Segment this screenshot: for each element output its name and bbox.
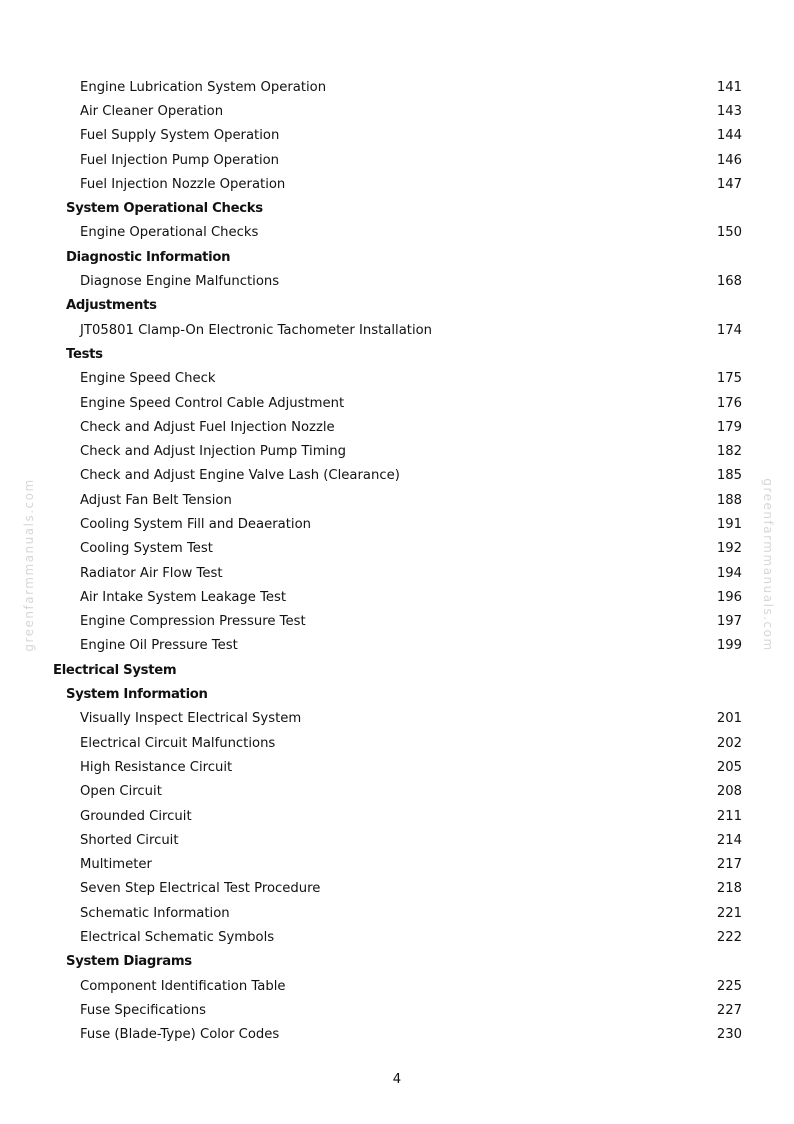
toc-entry-title: Fuel Injection Nozzle Operation: [80, 176, 286, 192]
toc-entry-page-number: 182: [716, 444, 742, 460]
toc-entry-title: Fuse (Blade-Type) Color Codes: [80, 1027, 280, 1043]
toc-entry-title: Grounded Circuit: [80, 808, 192, 824]
toc-entry-page-number: 218: [716, 881, 742, 897]
toc-entry-title: Fuel Supply System Operation: [80, 128, 280, 144]
toc-entry-page-number: 225: [716, 978, 742, 994]
toc-entry-title: Diagnose Engine Malfunctions: [80, 274, 280, 290]
toc-entry-page-number: 227: [716, 1002, 742, 1018]
toc-entry-page-number: 205: [716, 759, 742, 775]
toc-entry-title: Visually Inspect Electrical System: [80, 711, 302, 727]
toc-subsection-heading: [0, 950, 794, 974]
toc-entry-title: Engine Speed Check: [80, 371, 216, 387]
toc-entry[interactable]: [0, 415, 794, 439]
toc-entry-title: Engine Compression Pressure Test: [80, 614, 306, 630]
toc-entry[interactable]: [0, 804, 794, 828]
toc-entry-page-number: 179: [716, 419, 742, 435]
toc-entry[interactable]: [0, 853, 794, 877]
toc-entry-title: Engine Operational Checks: [80, 225, 259, 241]
toc-entry[interactable]: [0, 221, 794, 245]
toc-subsection-heading: [0, 294, 794, 318]
toc-entry-page-number: 192: [716, 541, 742, 557]
toc-entry-title: Engine Lubrication System Operation: [80, 79, 327, 95]
toc-subsection-heading: [0, 682, 794, 706]
watermark-right: greenfarmmanuals.com: [761, 478, 775, 652]
toc-entry-page-number: 211: [716, 808, 742, 824]
toc-entry[interactable]: [0, 998, 794, 1022]
toc-entry[interactable]: [0, 974, 794, 998]
toc-entry-page-number: 222: [716, 930, 742, 946]
toc-entry[interactable]: [0, 537, 794, 561]
toc-entry-page-number: 146: [716, 152, 742, 168]
toc-entry[interactable]: [0, 634, 794, 658]
toc-entry[interactable]: [0, 561, 794, 585]
toc-entry-title: Cooling System Test: [80, 541, 213, 557]
toc-entry-title: Radiator Air Flow Test: [80, 565, 223, 581]
toc-entry[interactable]: [0, 780, 794, 804]
toc-entry-page-number: 168: [716, 274, 742, 290]
toc-entry-page-number: 141: [716, 79, 742, 95]
toc-entry-page-number: 185: [716, 468, 742, 484]
toc-entry-title: System Information: [66, 687, 208, 703]
toc-entry[interactable]: [0, 731, 794, 755]
toc-entry-page-number: 150: [716, 225, 742, 241]
toc-entry-title: Adjust Fan Belt Tension: [80, 492, 232, 508]
toc-entry[interactable]: [0, 488, 794, 512]
toc-entry-title: JT05801 Clamp-On Electronic Tachometer Installation: [80, 322, 433, 338]
toc-entry-title: Check and Adjust Engine Valve Lash (Clearance): [80, 468, 400, 484]
toc-entry-title: Electrical System: [53, 662, 177, 678]
toc-entry-page-number: 191: [716, 516, 742, 532]
toc-entry-page-number: 199: [716, 638, 742, 654]
toc-entry[interactable]: [0, 925, 794, 949]
toc-entry-page-number: 221: [716, 905, 742, 921]
toc-entry-title: Adjustments: [66, 298, 157, 314]
toc-entry[interactable]: [0, 99, 794, 123]
toc-entry-title: Schematic Information: [80, 905, 230, 921]
toc-entry[interactable]: [0, 512, 794, 536]
toc-entry-page-number: 196: [716, 589, 742, 605]
toc-entry[interactable]: [0, 828, 794, 852]
toc-entry[interactable]: [0, 610, 794, 634]
toc-entry-title: Check and Adjust Fuel Injection Nozzle: [80, 419, 335, 435]
toc-entry-page-number: 175: [716, 371, 742, 387]
toc-entry[interactable]: [0, 1023, 794, 1047]
toc-entry-page-number: 194: [716, 565, 742, 581]
toc-entry-page-number: 197: [716, 614, 742, 630]
toc-entry[interactable]: [0, 755, 794, 779]
toc-entry-title: Component Identification Table: [80, 978, 286, 994]
table-of-contents: [0, 75, 794, 1047]
toc-entry[interactable]: [0, 707, 794, 731]
toc-entry[interactable]: [0, 124, 794, 148]
toc-entry-title: Seven Step Electrical Test Procedure: [80, 881, 321, 897]
toc-entry-title: Cooling System Fill and Deaeration: [80, 516, 311, 532]
toc-entry[interactable]: [0, 901, 794, 925]
toc-entry-title: Air Cleaner Operation: [80, 103, 224, 119]
toc-entry-page-number: 174: [716, 322, 742, 338]
toc-entry-page-number: 208: [716, 784, 742, 800]
toc-entry-title: Electrical Schematic Symbols: [80, 930, 275, 946]
toc-entry-title: System Operational Checks: [66, 201, 263, 217]
toc-entry-title: Fuse Specifications: [80, 1002, 206, 1018]
toc-section-heading: [0, 658, 794, 682]
toc-entry[interactable]: [0, 269, 794, 293]
toc-subsection-heading: [0, 245, 794, 269]
toc-entry-title: Tests: [66, 346, 103, 362]
toc-entry[interactable]: [0, 391, 794, 415]
toc-entry-title: System Diagrams: [66, 954, 192, 970]
toc-entry-page-number: 217: [716, 857, 742, 873]
toc-entry-page-number: 214: [716, 832, 742, 848]
toc-entry-page-number: 201: [716, 711, 742, 727]
toc-entry-title: Shorted Circuit: [80, 832, 179, 848]
toc-entry-title: Open Circuit: [80, 784, 162, 800]
toc-entry-page-number: 143: [716, 103, 742, 119]
toc-entry-title: Engine Oil Pressure Test: [80, 638, 238, 654]
toc-entry[interactable]: [0, 172, 794, 196]
toc-entry[interactable]: [0, 439, 794, 463]
toc-entry-page-number: 147: [716, 176, 742, 192]
page-number: 4: [392, 1072, 402, 1087]
toc-entry-title: Electrical Circuit Malfunctions: [80, 735, 276, 751]
toc-entry[interactable]: [0, 148, 794, 172]
toc-entry-page-number: 230: [716, 1027, 742, 1043]
watermark-left: greenfarmmanuals.com: [22, 478, 36, 652]
toc-entry-title: High Resistance Circuit: [80, 759, 233, 775]
toc-entry[interactable]: [0, 877, 794, 901]
toc-subsection-heading: [0, 196, 794, 220]
toc-subsection-heading: [0, 342, 794, 366]
toc-entry-title: Check and Adjust Injection Pump Timing: [80, 444, 346, 460]
toc-entry-title: Multimeter: [80, 857, 152, 873]
toc-entry[interactable]: [0, 585, 794, 609]
toc-entry-title: Engine Speed Control Cable Adjustment: [80, 395, 345, 411]
toc-entry[interactable]: [0, 464, 794, 488]
toc-entry-title: Fuel Injection Pump Operation: [80, 152, 280, 168]
toc-entry[interactable]: [0, 367, 794, 391]
toc-entry-title: Air Intake System Leakage Test: [80, 589, 287, 605]
toc-entry[interactable]: [0, 318, 794, 342]
toc-entry-title: Diagnostic Information: [66, 249, 231, 265]
toc-entry-page-number: 202: [716, 735, 742, 751]
toc-entry-page-number: 144: [716, 128, 742, 144]
toc-entry-page-number: 176: [716, 395, 742, 411]
toc-entry-page-number: 188: [716, 492, 742, 508]
toc-entry[interactable]: [0, 75, 794, 99]
